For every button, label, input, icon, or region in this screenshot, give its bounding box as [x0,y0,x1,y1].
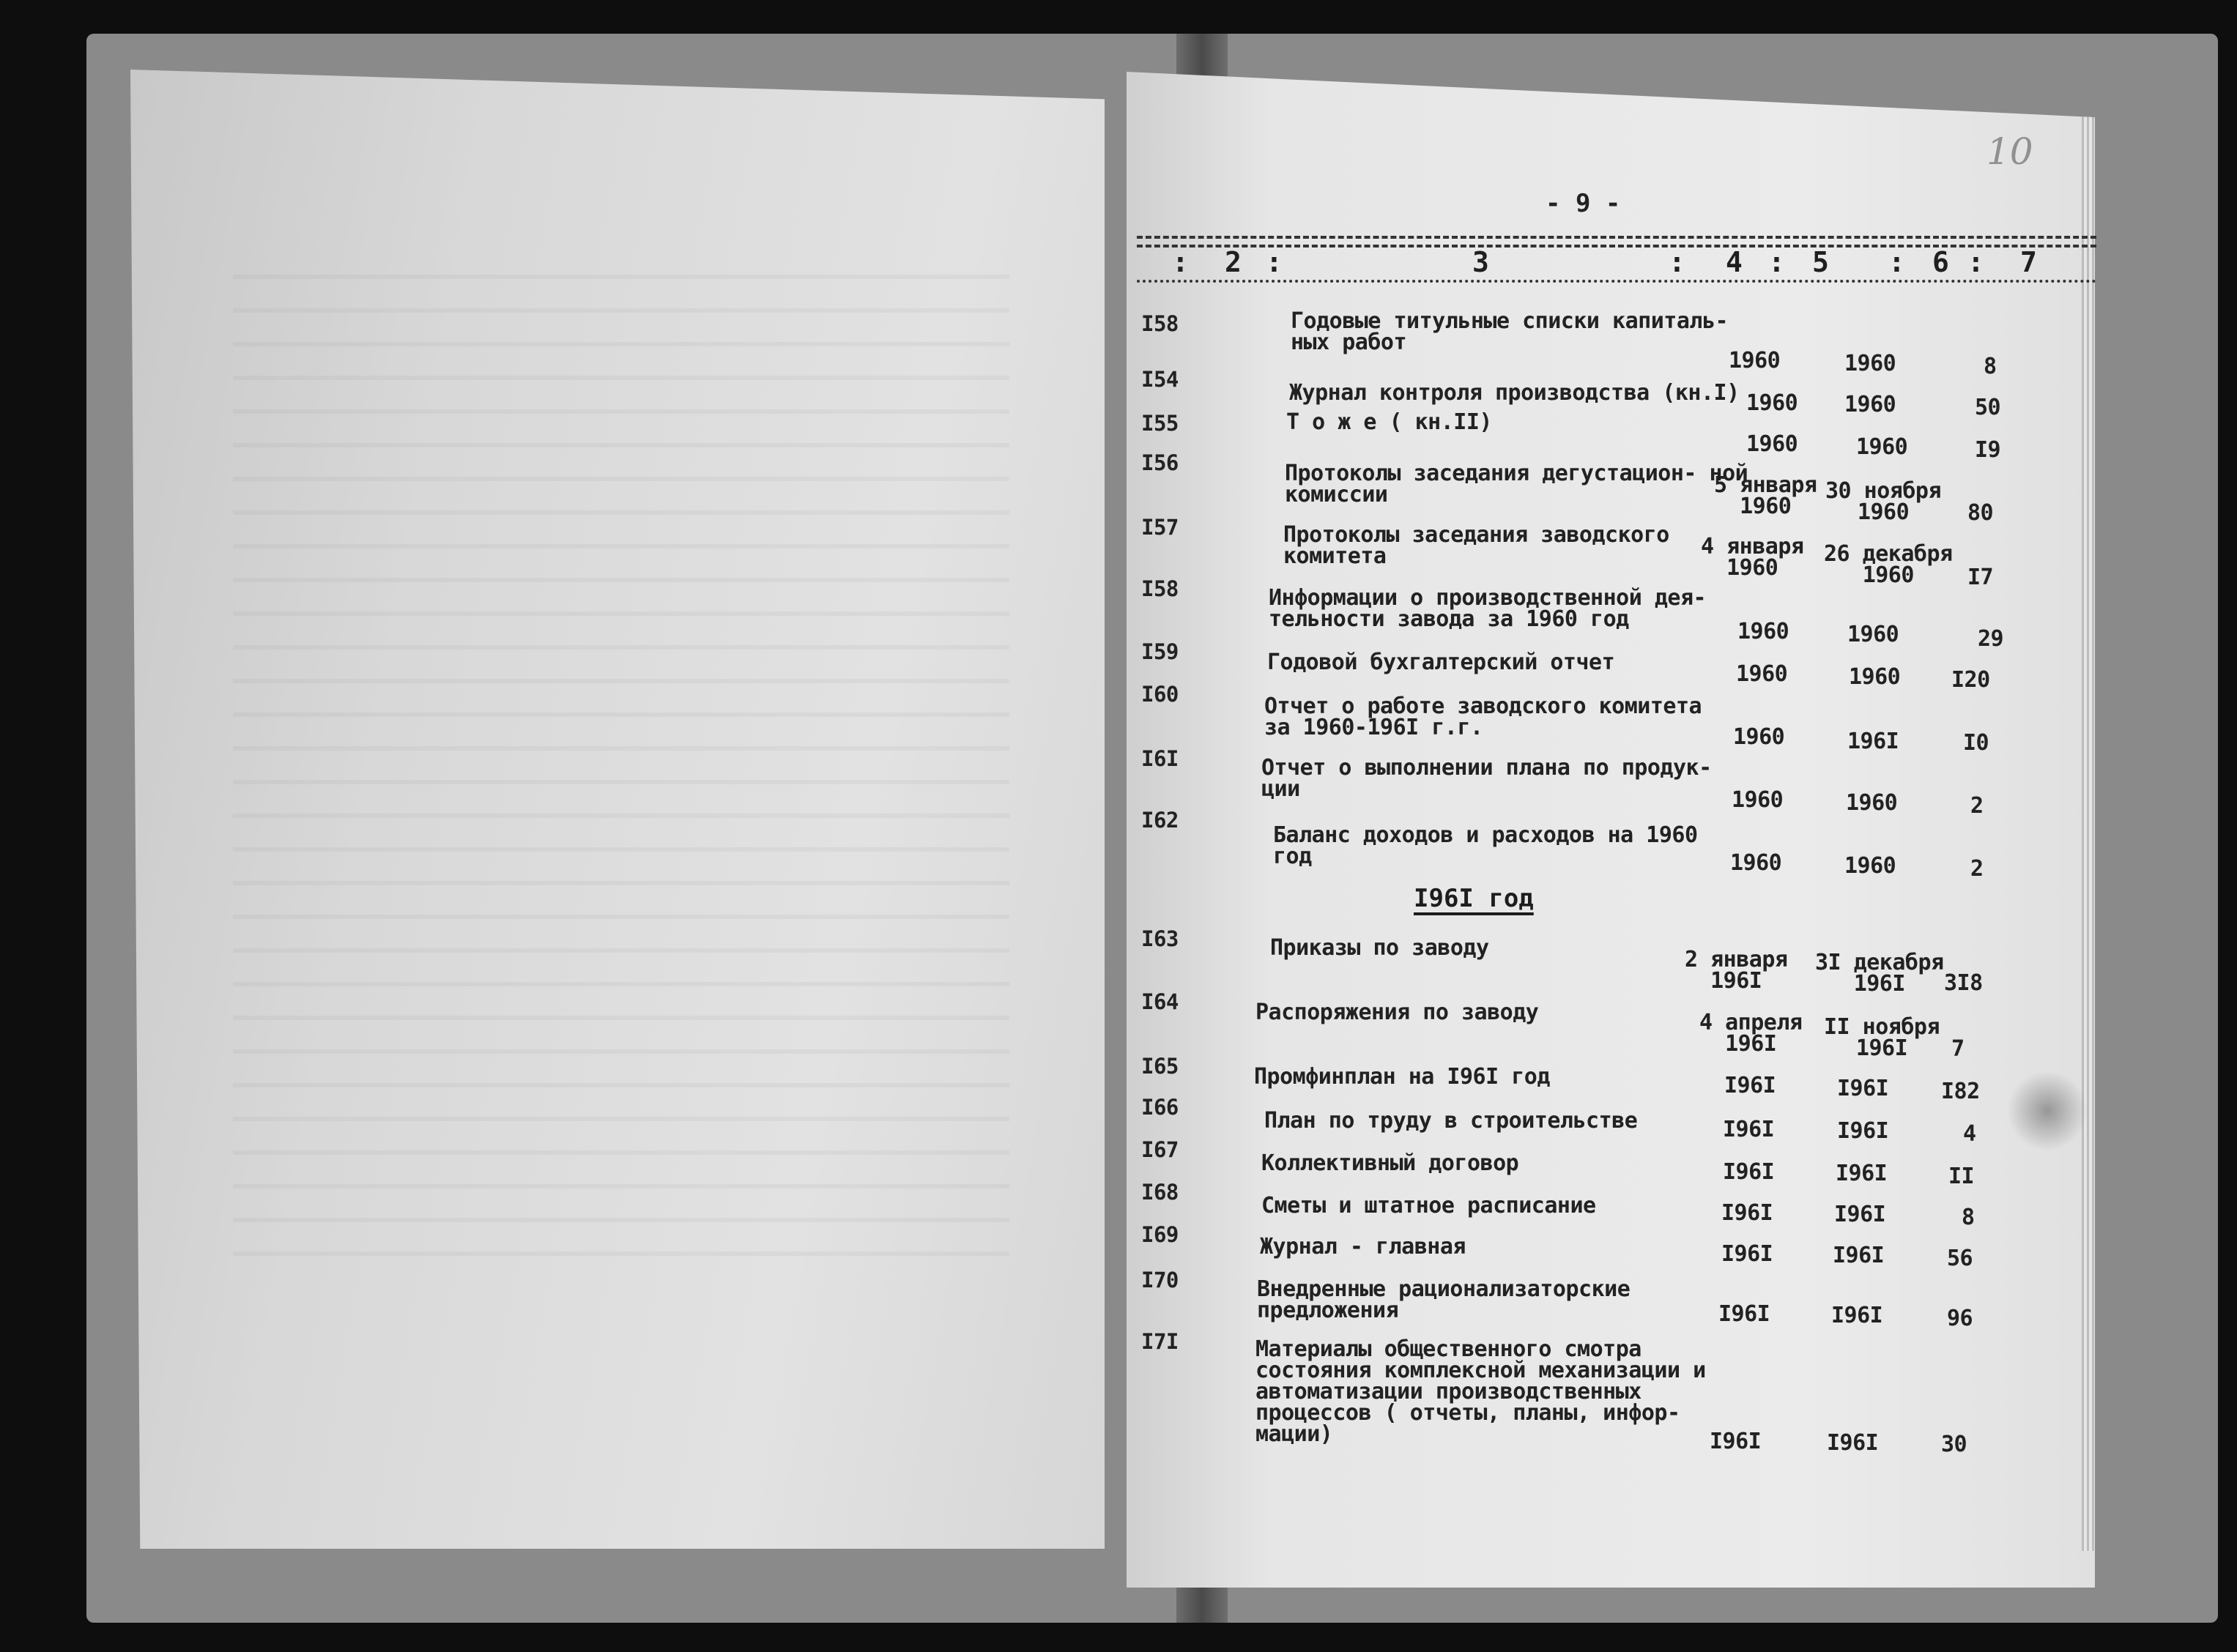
row-end-date: 26 декабря 1960 [1824,541,1953,588]
row-start-date: 4 апреля 196I [1699,1010,1803,1057]
row-start-date: I96I [1718,1301,1770,1327]
row-end-date: I96I [1833,1243,1885,1268]
row-end-date: 3I декабря 196I [1815,950,1944,997]
row-title: Распоряжения по заводу [1255,1000,1539,1025]
row-sheet-count: 2 [1970,856,1984,882]
row-end-date: 1960 [1849,664,1901,690]
row-number: I69 [1141,1222,1179,1247]
row-start-date: I96I [1723,1117,1775,1142]
row-title: Приказы по заводу [1270,935,1489,961]
column-header-6: 6 [1932,246,1949,278]
row-end-date: I96I [1836,1161,1888,1186]
column-separator: : [1888,246,1905,278]
row-number: I54 [1141,367,1179,392]
row-end-date: I96I [1837,1076,1889,1101]
row-start-date: 5 января 1960 [1714,472,1817,519]
row-number: I58 [1141,311,1179,336]
row-title: Промфинплан на I96I год [1254,1064,1550,1090]
row-end-date: 1960 [1844,853,1896,879]
column-header-3: 3 [1472,246,1489,278]
row-sheet-count: 30 [1941,1432,1967,1457]
row-end-date: I96I [1831,1303,1883,1328]
row-sheet-count: 50 [1975,395,2001,420]
row-start-date: 1960 [1736,661,1788,687]
row-title: Журнал контроля производства (кн.I) [1289,380,1740,406]
row-title: Отчет о работе заводского комитета за 1960-196I г.г. [1264,693,1702,740]
row-title: Т о ж е ( кн.II) [1286,409,1492,435]
row-number: I63 [1141,926,1179,951]
row-end-date: 1960 [1844,351,1896,376]
row-start-date: 1960 [1732,787,1784,813]
row-start-date: 1960 [1729,348,1781,373]
row-sheet-count: 80 [1967,500,1994,526]
row-sheet-count: I0 [1963,730,1989,756]
row-sheet-count: 3I8 [1944,970,1983,996]
row-number: I70 [1141,1268,1179,1292]
row-end-date: I96I [1834,1202,1886,1227]
column-separator: : [1768,246,1785,278]
row-sheet-count: I7 [1967,565,1994,590]
row-title: Информации о производственной дея- тельности завода за 1960 год [1269,585,1707,632]
row-sheet-count: 7 [1951,1036,1965,1062]
header-bottom-rule [1137,280,2096,283]
row-start-date: I96I [1724,1073,1776,1098]
row-start-date: I96I [1723,1159,1775,1185]
row-sheet-count: 8 [1962,1205,1975,1230]
row-title: Внедренные рационализаторские предложения [1257,1276,1631,1323]
row-number: I59 [1141,639,1179,664]
row-title: Материалы общественного смотра состояния комплексной механизации и автоматизации производственных процессов ( отчеты, планы, инфор- мации) [1255,1336,1706,1447]
row-title: Отчет о выполнении плана по продук- ции [1261,755,1712,802]
row-end-date: 30 ноября 1960 [1825,478,1942,525]
row-end-date: II ноября 196I [1824,1014,1940,1061]
row-start-date: I96I [1710,1429,1762,1454]
row-number: I57 [1141,515,1179,540]
row-sheet-count: II [1948,1164,1975,1189]
ink-smudge [2007,1071,2088,1151]
row-end-date: 1960 [1844,392,1896,417]
row-number: I55 [1141,411,1179,436]
row-number: I65 [1141,1054,1179,1079]
row-number: I67 [1141,1137,1179,1162]
row-sheet-count: I20 [1951,667,1990,693]
column-separator: : [1172,246,1189,278]
row-sheet-count: 4 [1963,1121,1976,1147]
row-end-date: I96I [1827,1430,1879,1456]
row-sheet-count: 56 [1947,1246,1973,1271]
row-start-date: I96I [1721,1241,1773,1267]
row-start-date: 1960 [1737,619,1789,644]
row-sheet-count: 96 [1947,1306,1973,1331]
section-title-1961: I96I год [1414,884,1534,913]
table-top-rule [1137,236,2096,239]
row-number: I64 [1141,989,1179,1014]
row-title: Годовой бухгалтерский отчет [1267,650,1615,675]
column-header-4: 4 [1726,246,1743,278]
row-start-date: 1960 [1730,850,1782,876]
column-header-5: 5 [1812,246,1829,278]
row-end-date: 1960 [1856,434,1908,460]
show-through-text [233,260,1009,1285]
row-sheet-count: 2 [1970,793,1984,819]
row-title: Коллективный договор [1261,1150,1519,1176]
row-number: I6I [1141,746,1179,771]
row-title: План по труду в строительстве [1264,1108,1638,1134]
left-page-blank [130,70,1105,1549]
row-sheet-count: I9 [1975,437,2001,463]
column-header-2: 2 [1225,246,1242,278]
row-title: Сметы и штатное расписание [1261,1193,1596,1218]
row-number: I66 [1141,1095,1179,1120]
row-start-date: I96I [1721,1200,1773,1226]
row-title: Протоколы заседания заводского комитета [1283,522,1669,569]
page-number: - 9 - [1546,189,1621,218]
row-end-date: 1960 [1846,790,1898,816]
row-start-date: 1960 [1746,390,1798,416]
row-title: Протоколы заседания дегустацион- ной комиссии [1285,461,1748,507]
column-separator: : [1669,246,1685,278]
column-header-7: 7 [2020,246,2037,278]
row-number: I60 [1141,682,1179,707]
row-title: Годовые титульные списки капиталь- ных работ [1291,308,1729,355]
row-number: I62 [1141,808,1179,833]
row-sheet-count: 29 [1978,626,2004,652]
row-sheet-count: I82 [1941,1079,1980,1104]
row-end-date: 1960 [1847,622,1899,647]
archive-sheet-number: 10 [1986,130,2033,173]
row-end-date: 196I [1847,729,1899,754]
row-number: I68 [1141,1180,1179,1205]
row-number: I7I [1141,1329,1179,1354]
row-start-date: 2 января 196I [1685,947,1788,994]
row-number: I56 [1141,450,1179,475]
row-title: Баланс доходов и расходов на 1960 год [1273,822,1698,869]
row-end-date: I96I [1837,1118,1889,1144]
row-sheet-count: 8 [1984,354,1997,379]
row-start-date: 1960 [1746,431,1798,457]
row-start-date: 1960 [1733,724,1785,750]
column-separator: : [1266,246,1283,278]
row-start-date: 4 января 1960 [1701,534,1804,581]
column-separator: : [1967,246,1984,278]
row-title: Журнал - главная [1260,1234,1466,1260]
row-number: I58 [1141,576,1179,601]
